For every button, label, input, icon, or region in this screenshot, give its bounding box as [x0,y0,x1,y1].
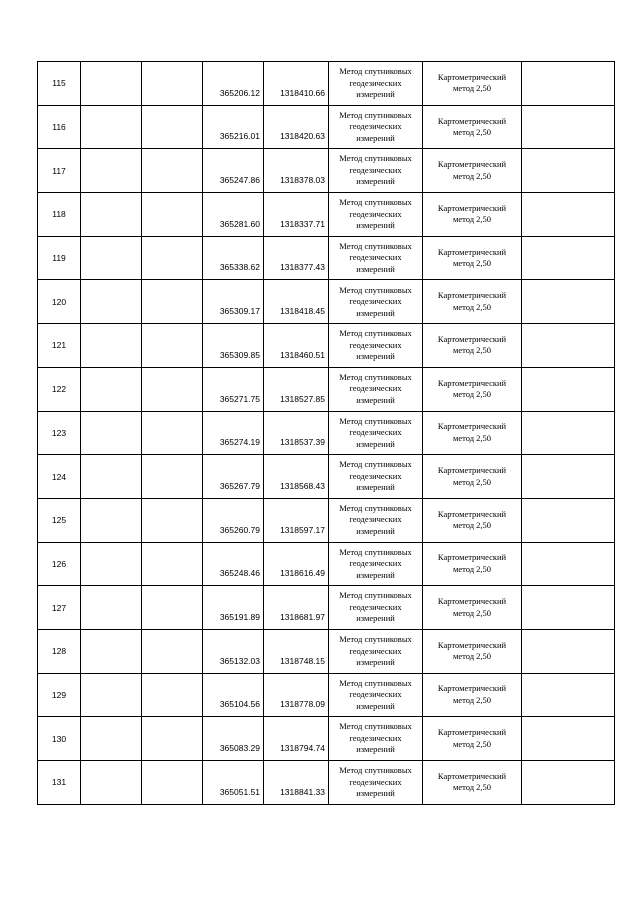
accuracy-cell [423,105,522,149]
y-coordinate-cell: 1318418.45 [264,280,329,324]
empty-cell-3 [522,280,615,324]
method-cell [329,673,423,717]
table-row [38,149,615,193]
empty-cell-3 [522,62,615,106]
method-cell-text: Метод спутниковых геодезических измерений [339,459,412,493]
accuracy-cell [423,455,522,499]
accuracy-cell-text: Картометрический метод 2,50 [437,552,507,574]
y-coordinate-cell: 1318794.74 [264,717,329,761]
point-number-cell: 117 [38,149,81,193]
empty-cell-2 [142,498,203,542]
x-coordinate-cell: 365274.19 [203,411,264,455]
method-cell [329,236,423,280]
point-number-cell: 120 [38,280,81,324]
empty-cell-1 [81,280,142,324]
empty-cell-3 [522,673,615,717]
y-coordinate-cell: 1318537.39 [264,411,329,455]
empty-cell-1 [81,236,142,280]
empty-cell-1 [81,586,142,630]
empty-cell-2 [142,455,203,499]
point-number-cell: 123 [38,411,81,455]
empty-cell-2 [142,629,203,673]
method-cell-text: Метод спутниковых геодезических измерений [339,153,412,187]
empty-cell-2 [142,761,203,805]
point-number-cell: 125 [38,498,81,542]
method-cell-text: Метод спутниковых геодезических измерений [339,240,412,274]
method-cell [329,586,423,630]
empty-cell-3 [522,411,615,455]
table-row [38,455,615,499]
method-cell-text: Метод спутниковых геодезических измерений [339,502,412,536]
y-coordinate-cell: 1318460.51 [264,324,329,368]
method-cell-text: Метод спутниковых геодезических измерений [339,109,412,143]
empty-cell-2 [142,367,203,411]
x-coordinate-cell: 365309.85 [203,324,264,368]
accuracy-cell [423,717,522,761]
x-coordinate-cell: 365216.01 [203,105,264,149]
accuracy-cell-text: Картометрический метод 2,50 [437,159,507,181]
method-cell [329,629,423,673]
y-coordinate-cell: 1318420.63 [264,105,329,149]
empty-cell-2 [142,411,203,455]
point-number-cell: 131 [38,761,81,805]
method-cell-text: Метод спутниковых геодезических измерений [339,721,412,755]
table-row [38,586,615,630]
point-number-cell: 127 [38,586,81,630]
table-row [38,367,615,411]
method-cell-text: Метод спутниковых геодезических измерений [339,328,412,362]
method-cell-text: Метод спутниковых геодезических измерений [339,415,412,449]
x-coordinate-cell: 365206.12 [203,62,264,106]
method-cell-text: Метод спутниковых геодезических измерений [339,765,412,799]
coordinates-table [37,61,615,805]
method-cell-text: Метод спутниковых геодезических измерений [339,590,412,624]
accuracy-cell [423,629,522,673]
empty-cell-3 [522,367,615,411]
empty-cell-1 [81,498,142,542]
y-coordinate-cell: 1318377.43 [264,236,329,280]
table-row [38,236,615,280]
method-cell [329,498,423,542]
accuracy-cell [423,236,522,280]
table-row [38,411,615,455]
accuracy-cell [423,367,522,411]
method-cell-text: Метод спутниковых геодезических измерений [339,66,412,100]
accuracy-cell [423,280,522,324]
y-coordinate-cell: 1318841.33 [264,761,329,805]
point-number-cell: 121 [38,324,81,368]
accuracy-cell [423,673,522,717]
method-cell-text: Метод спутниковых геодезических измерений [339,677,412,711]
accuracy-cell [423,586,522,630]
x-coordinate-cell: 365338.62 [203,236,264,280]
method-cell-text: Метод спутниковых геодезических измерений [339,546,412,580]
table-row [38,542,615,586]
x-coordinate-cell: 365267.79 [203,455,264,499]
table-row [38,717,615,761]
empty-cell-2 [142,62,203,106]
empty-cell-2 [142,673,203,717]
accuracy-cell [423,542,522,586]
y-coordinate-cell: 1318748.15 [264,629,329,673]
method-cell-text: Метод спутниковых геодезических измерений [339,634,412,668]
table-body [38,62,615,805]
empty-cell-3 [522,236,615,280]
empty-cell-2 [142,105,203,149]
point-number-cell: 116 [38,105,81,149]
method-cell-text: Метод спутниковых геодезических измерений [339,284,412,318]
accuracy-cell [423,761,522,805]
accuracy-cell-text: Картометрический метод 2,50 [437,290,507,312]
empty-cell-1 [81,193,142,237]
point-number-cell: 122 [38,367,81,411]
accuracy-cell-text: Картометрический метод 2,50 [437,465,507,487]
x-coordinate-cell: 365260.79 [203,498,264,542]
point-number-cell: 118 [38,193,81,237]
accuracy-cell-text: Картометрический метод 2,50 [437,683,507,705]
x-coordinate-cell: 365132.03 [203,629,264,673]
empty-cell-3 [522,498,615,542]
empty-cell-3 [522,149,615,193]
y-coordinate-cell: 1318337.71 [264,193,329,237]
accuracy-cell-text: Картометрический метод 2,50 [437,727,507,749]
accuracy-cell [423,411,522,455]
point-number-cell: 130 [38,717,81,761]
empty-cell-1 [81,62,142,106]
table-row [38,280,615,324]
x-coordinate-cell: 365281.60 [203,193,264,237]
accuracy-cell [423,193,522,237]
empty-cell-1 [81,455,142,499]
x-coordinate-cell: 365248.46 [203,542,264,586]
accuracy-cell [423,498,522,542]
empty-cell-1 [81,411,142,455]
accuracy-cell-text: Картометрический метод 2,50 [437,202,507,225]
y-coordinate-cell: 1318616.49 [264,542,329,586]
empty-cell-3 [522,542,615,586]
point-number-cell: 128 [38,629,81,673]
method-cell [329,62,423,106]
accuracy-cell [423,62,522,106]
accuracy-cell-text: Картометрический метод 2,50 [437,421,507,443]
y-coordinate-cell: 1318778.09 [264,673,329,717]
empty-cell-1 [81,673,142,717]
empty-cell-3 [522,717,615,761]
x-coordinate-cell: 365051.51 [203,761,264,805]
x-coordinate-cell: 365191.89 [203,586,264,630]
method-cell [329,455,423,499]
accuracy-cell-text: Картометрический метод 2,50 [437,596,507,618]
accuracy-cell-text: Картометрический метод 2,50 [437,246,507,269]
x-coordinate-cell: 365247.86 [203,149,264,193]
empty-cell-3 [522,586,615,630]
empty-cell-3 [522,105,615,149]
y-coordinate-cell: 1318527.85 [264,367,329,411]
method-cell-text: Метод спутниковых геодезических измерений [339,371,412,405]
method-cell [329,280,423,324]
empty-cell-2 [142,324,203,368]
y-coordinate-cell: 1318378.03 [264,149,329,193]
accuracy-cell-text: Картометрический метод 2,50 [437,508,507,531]
method-cell [329,105,423,149]
method-cell [329,542,423,586]
y-coordinate-cell: 1318597.17 [264,498,329,542]
point-number-cell: 126 [38,542,81,586]
empty-cell-2 [142,717,203,761]
method-cell [329,717,423,761]
empty-cell-1 [81,542,142,586]
accuracy-cell-text: Картометрический метод 2,50 [437,333,507,356]
table-row [38,193,615,237]
accuracy-cell-text: Картометрический метод 2,50 [437,770,507,793]
empty-cell-1 [81,324,142,368]
method-cell [329,324,423,368]
empty-cell-1 [81,761,142,805]
method-cell [329,149,423,193]
accuracy-cell [423,149,522,193]
point-number-cell: 115 [38,62,81,106]
accuracy-cell [423,324,522,368]
empty-cell-2 [142,586,203,630]
y-coordinate-cell: 1318410.66 [264,62,329,106]
accuracy-cell-text: Картометрический метод 2,50 [437,115,507,138]
x-coordinate-cell: 365309.17 [203,280,264,324]
x-coordinate-cell: 365271.75 [203,367,264,411]
empty-cell-2 [142,193,203,237]
empty-cell-3 [522,629,615,673]
empty-cell-1 [81,105,142,149]
accuracy-cell-text: Картометрический метод 2,50 [437,377,507,400]
table-row [38,761,615,805]
x-coordinate-cell: 365104.56 [203,673,264,717]
table-row [38,673,615,717]
empty-cell-3 [522,193,615,237]
accuracy-cell-text: Картометрический метод 2,50 [437,71,507,94]
point-number-cell: 119 [38,236,81,280]
y-coordinate-cell: 1318681.97 [264,586,329,630]
empty-cell-2 [142,236,203,280]
method-cell [329,193,423,237]
method-cell [329,411,423,455]
empty-cell-1 [81,149,142,193]
method-cell-text: Метод спутниковых геодезических измерений [339,197,412,231]
empty-cell-1 [81,367,142,411]
method-cell [329,761,423,805]
y-coordinate-cell: 1318568.43 [264,455,329,499]
empty-cell-3 [522,761,615,805]
accuracy-cell-text: Картометрический метод 2,50 [437,639,507,662]
empty-cell-2 [142,542,203,586]
method-cell [329,367,423,411]
table-row [38,105,615,149]
empty-cell-2 [142,280,203,324]
empty-cell-1 [81,629,142,673]
table-row [38,324,615,368]
point-number-cell: 124 [38,455,81,499]
empty-cell-3 [522,324,615,368]
empty-cell-2 [142,149,203,193]
x-coordinate-cell: 365083.29 [203,717,264,761]
empty-cell-3 [522,455,615,499]
table-row [38,62,615,106]
empty-cell-1 [81,717,142,761]
table-row [38,498,615,542]
point-number-cell: 129 [38,673,81,717]
table-row [38,629,615,673]
